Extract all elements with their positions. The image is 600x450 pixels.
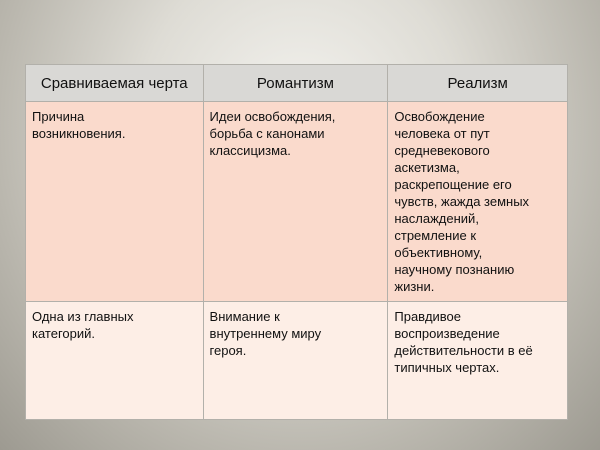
cell-text: Причина возникновения. bbox=[32, 109, 126, 141]
header-row bbox=[26, 65, 568, 102]
cell-category-feature bbox=[26, 302, 204, 420]
cell-text: Освобождение человека от пут средневекового аскетизма, раскрепощение его чувств, жажда земных наслаждений, стремление к объективному, научному познанию жизни. bbox=[394, 109, 530, 294]
cell-category-realism bbox=[388, 302, 568, 420]
cell-text: Внимание к внутреннему миру героя. bbox=[209, 309, 322, 358]
cell-text: Идеи освобождения, борьба с канонами классицизма. bbox=[209, 109, 336, 158]
cell-origin-romanticism bbox=[203, 102, 388, 302]
table-body bbox=[26, 102, 568, 420]
table-row bbox=[26, 302, 568, 420]
cell-text: Одна из главных категорий. bbox=[32, 309, 134, 341]
header-romanticism: Романтизм bbox=[203, 65, 388, 102]
cell-text: Правдивое воспроизведение действительности в её типичных чертах. bbox=[394, 309, 533, 375]
table-header bbox=[26, 65, 568, 102]
comparison-table bbox=[25, 64, 568, 420]
cell-origin-feature bbox=[26, 102, 204, 302]
cell-origin-realism bbox=[388, 102, 568, 302]
table-row bbox=[26, 102, 568, 302]
cell-category-romanticism bbox=[203, 302, 388, 420]
header-realism: Реализм bbox=[388, 65, 568, 102]
header-compared-feature: Сравниваемая черта bbox=[26, 65, 204, 102]
